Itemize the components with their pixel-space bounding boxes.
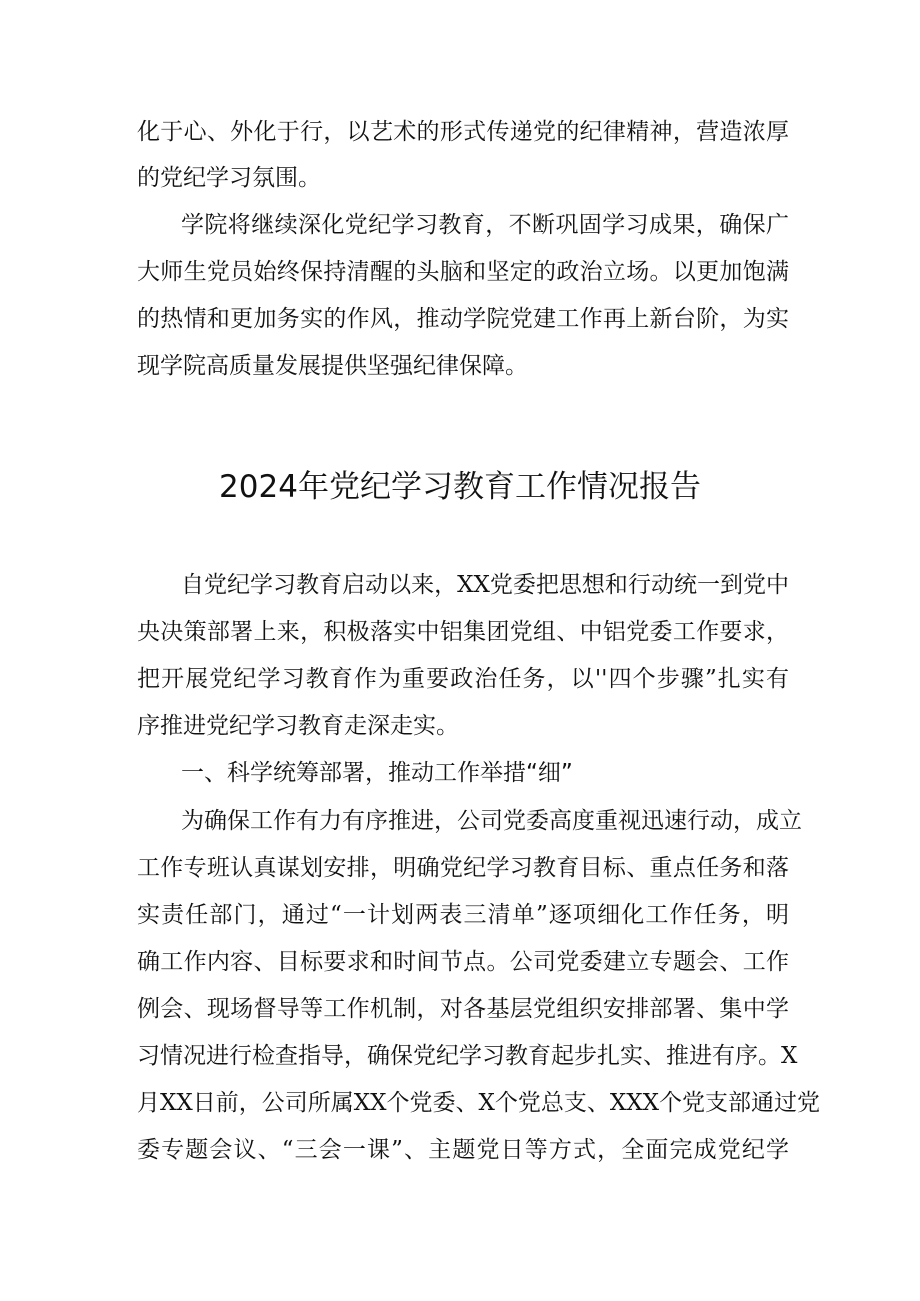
paragraph-line: 大师生党员始终保持清醒的头脑和坚定的政治立场。以更加饱满 — [137, 259, 789, 285]
paragraph-line: 序推进党纪学习教育走深走实。 — [137, 713, 459, 739]
paragraph-line: 的党纪学习氛围。 — [137, 165, 321, 191]
paragraph-line: 为确保工作有力有序推进，公司党委高度重视迅速行动，成立 — [181, 808, 802, 834]
paragraph-line: 学院将继续深化党纪学习教育，不断巩固学习成果，确保广 — [181, 212, 789, 238]
paragraph-line: 央决策部署上来，积极落实中铝集团党组、中铝党委工作要求， — [137, 619, 789, 645]
section-heading: 一、科学统筹部署，推动工作举措“细” — [181, 760, 573, 786]
page-title: 2024年党纪学习教育工作情况报告 — [219, 469, 701, 505]
paragraph-line: 例会、现场督导等工作机制，对各基层党组织安排部署、集中学 — [137, 996, 789, 1022]
paragraph-line: 月XX日前，公司所属XX个党委、X个党总支、XXX个党支部通过党 — [137, 1090, 820, 1116]
paragraph-line: 自党纪学习教育启动以来，XX党委把思想和行动统一到党中 — [181, 572, 789, 598]
paragraph-line: 的热情和更加务实的作风，推动学院党建工作再上新台阶，为实 — [137, 306, 789, 332]
paragraph-line: 把开展党纪学习教育作为重要政治任务，以''四个步骤”扎实有 — [137, 666, 789, 692]
paragraph-line: 委专题会议、“三会一课”、主题党日等方式，全面完成党纪学 — [137, 1137, 789, 1163]
paragraph-line: 化于心、外化于行，以艺术的形式传递党的纪律精神，营造浓厚 — [137, 119, 789, 145]
paragraph-line: 实责任部门，通过“一计划两表三清单”逐项细化工作任务，明 — [137, 902, 789, 928]
paragraph-line: 习情况进行检查指导，确保党纪学习教育起步扎实、推进有序。X — [137, 1043, 798, 1069]
paragraph-line: 确工作内容、目标要求和时间节点。公司党委建立专题会、工作 — [137, 949, 789, 975]
paragraph-line: 现学院高质量发展提供坚强纪律保障。 — [137, 353, 528, 379]
paragraph-line: 工作专班认真谋划安排，明确党纪学习教育目标、重点任务和落 — [137, 855, 789, 881]
